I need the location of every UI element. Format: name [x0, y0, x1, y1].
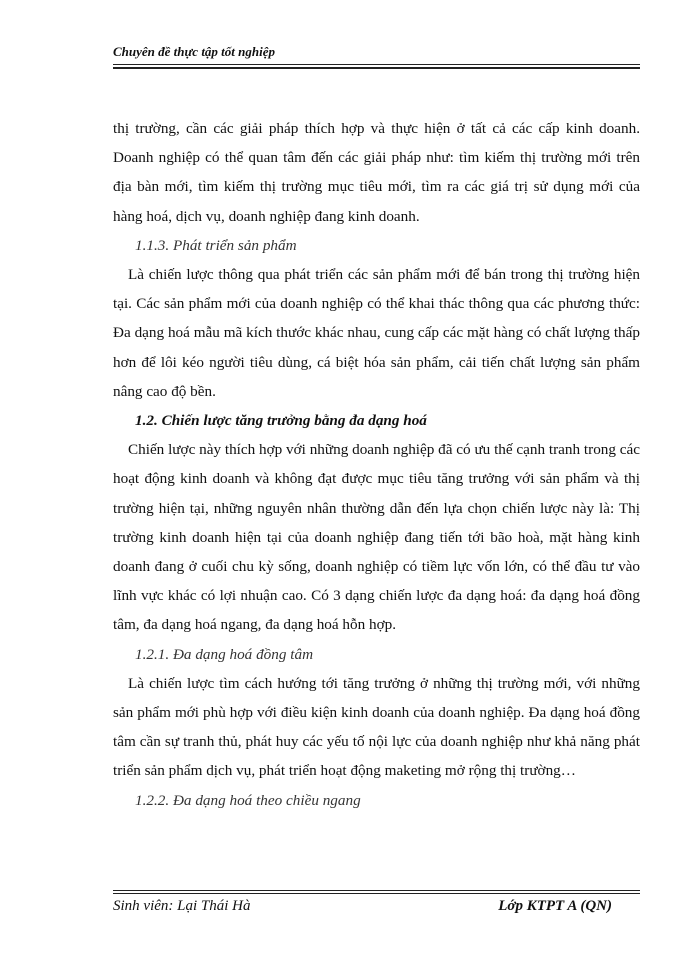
heading-1-1-3: 1.1.3. Phát triển sản phẩm [135, 236, 297, 254]
paragraph-product-development: Là chiến lược thông qua phát triển các sản phẩm mới để bán trong thị trường hiện tại. Các sản phẩm mới của doanh nghiệp có thể khai thác thông qua các phương thức: Đa dạng hoá mẫu mã kích thước khác nhau, cung cấp các mặt hàng có chất lượng thấp hơn để lôi kéo người tiêu dùng, cá biệt hóa sản phẩm, cải tiến chất lượng sản phẩm nâng cao độ bền. [113, 266, 640, 400]
footer-rule [113, 890, 640, 894]
paragraph-market-development: thị trường, cần các giải pháp thích hợp và thực hiện ở tất cả các cấp kinh doanh. Doanh nghiệp có thể quan tâm đến các giải pháp như: tìm kiếm thị trường mới trên địa bàn mới, tìm kiếm thị trường mục tiêu mới, tìm ra các giá trị sử dụng mới của hàng hoá, dịch vụ, doanh nghiệp đang kinh doanh. [113, 120, 640, 225]
heading-1-2-2: 1.2.2. Đa dạng hoá theo chiều ngang [135, 791, 361, 809]
footer-class: Lớp KTPT A (QN) [498, 898, 612, 914]
heading-1-2-1: 1.2.1. Đa dạng hoá đồng tâm [135, 645, 314, 663]
paragraph-diversification: Chiến lược này thích hợp với những doanh nghiệp đã có ưu thế cạnh tranh trong các hoạt động kinh doanh và không đạt được mục tiêu tăng trưởng với sản phẩm và thị trường hiện tại, những nguyên nhân thường dẫn đến lựa chọn chiến lược này là: Thị trường kinh doanh hiện tại của doanh nghiệp đang tiến tới bão hoà, mặt hàng kinh doanh đang ở cuối chu kỳ sống, doanh nghiệp có tiềm lực vốn lớn, có thể đầu tư vào lĩnh vực khác có lợi nhuận cao. Có 3 dạng chiến lược đa dạng hoá: đa dạng hoá đồng tâm, đa dạng hoá ngang, đa dạng hoá hỗn hợp. [113, 441, 640, 634]
heading-1-2: 1.2. Chiến lược tăng trưởng bằng đa dạng hoá [135, 412, 427, 430]
paragraph-concentric-diversification: Là chiến lược tìm cách hướng tới tăng trưởng ở những thị trường mới, với những sản phẩm mới phù hợp với điều kiện kinh doanh của doanh nghiệp. Đa dạng hoá đồng tâm cần sự tranh thủ, phát huy các yếu tố nội lực của doanh nghiệp như khả năng phát triển sản phẩm dịch vụ, phát triển hoạt động maketing mở rộng thị trường… [113, 674, 640, 780]
footer-student: Sinh viên: Lại Thái Hà [113, 898, 251, 914]
header-rule [113, 64, 640, 69]
document-body [113, 114, 640, 815]
page-header-title: Chuyên đề thực tập tốt nghiệp [113, 44, 275, 59]
